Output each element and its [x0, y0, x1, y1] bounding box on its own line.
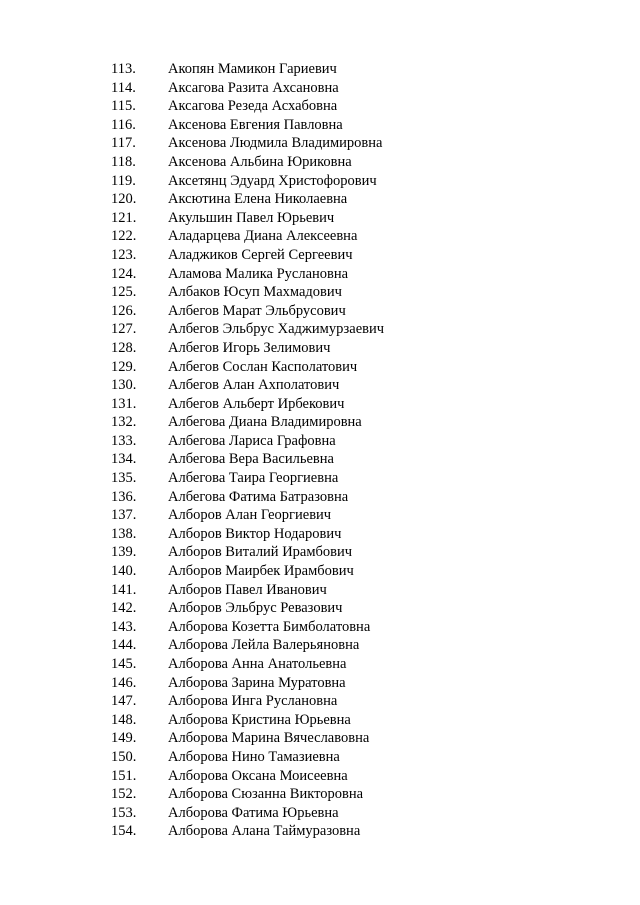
list-item: [111, 134, 384, 153]
item-number: 125.: [111, 284, 137, 301]
list-item: [111, 432, 384, 451]
list-item: [111, 97, 384, 116]
item-number: 120.: [111, 191, 137, 208]
item-number: 135.: [111, 470, 137, 487]
name-list: [111, 60, 384, 841]
item-name: Аладжиков Сергей Сергеевич: [168, 246, 353, 263]
item-name: Албегова Вера Васильевна: [168, 451, 334, 468]
item-name: Албегова Лариса Графовна: [168, 432, 336, 449]
item-name: Алборова Инга Руслановна: [168, 693, 338, 710]
item-name: Аксетянц Эдуард Христофорович: [168, 172, 377, 189]
item-number: 137.: [111, 507, 137, 524]
item-name: Алборова Кристина Юрьевна: [168, 711, 351, 728]
item-number: 150.: [111, 748, 137, 765]
item-number: 115.: [111, 98, 136, 115]
item-name: Алборов Эльбрус Ревазович: [168, 600, 343, 617]
item-number: 153.: [111, 804, 137, 821]
item-name: Албегов Алан Ахполатович: [168, 377, 340, 394]
item-number: 136.: [111, 488, 137, 505]
list-item: [111, 599, 384, 618]
item-number: 121.: [111, 209, 137, 226]
list-item: [111, 525, 384, 544]
item-name: Алборова Оксана Моисеевна: [168, 767, 348, 784]
list-item: [111, 450, 384, 469]
list-item: [111, 209, 384, 228]
item-number: 118.: [111, 153, 136, 170]
item-number: 142.: [111, 600, 137, 617]
list-item: [111, 488, 384, 507]
list-item: [111, 618, 384, 637]
list-item: [111, 265, 384, 284]
list-item: [111, 302, 384, 321]
item-name: Албегова Таира Георгиевна: [168, 470, 339, 487]
item-name: Аксютина Елена Николаевна: [168, 191, 348, 208]
item-number: 126.: [111, 302, 137, 319]
item-name: Алборова Анна Анатольевна: [168, 656, 347, 672]
list-item: [111, 469, 384, 488]
item-number: 129.: [111, 358, 137, 375]
list-item: [111, 60, 384, 79]
item-name: Аксенова Альбина Юриковна: [168, 153, 352, 170]
list-item: [111, 320, 384, 339]
list-item: [111, 543, 384, 562]
item-number: 124.: [111, 265, 137, 282]
list-item: [111, 376, 384, 395]
list-item: [111, 190, 384, 209]
list-item: [111, 692, 384, 711]
item-number: 132.: [111, 414, 137, 431]
item-number: 117.: [111, 135, 136, 152]
item-name: Аладарцева Диана Алексеевна: [168, 228, 358, 245]
list-item: [111, 748, 384, 767]
list-item: [111, 153, 384, 172]
item-name: Алборов Виталий Ирамбович: [168, 544, 353, 561]
list-item: [111, 395, 384, 414]
item-number: 123.: [111, 246, 137, 263]
item-name: Албегов Эльбрус Хаджимурзаевич: [168, 321, 385, 338]
item-name: Аламова Малика Руслановна: [168, 265, 349, 282]
item-name: Аксенова Евгения Павловна: [168, 116, 343, 133]
list-item: [111, 711, 384, 730]
item-number: 139.: [111, 544, 137, 561]
item-number: 149.: [111, 730, 137, 747]
item-name: Албегова Фатима Батразовна: [168, 488, 349, 505]
item-name: Алборова Нино Тамазиевна: [168, 748, 340, 765]
item-number: 116.: [111, 116, 136, 133]
list-item: [111, 283, 384, 302]
item-name: Аксагова Разита Ахсановна: [168, 79, 339, 96]
list-item: [111, 172, 384, 191]
item-name: Албегов Марат Эльбрусович: [168, 302, 346, 319]
item-number: 148.: [111, 711, 137, 728]
item-number: 127.: [111, 321, 137, 338]
item-name: Алборова Алана Таймуразовна: [168, 823, 361, 840]
item-number: 133.: [111, 432, 137, 449]
item-name: Аксенова Людмила Владимировна: [168, 135, 383, 152]
item-name: Алборов Павел Иванович: [168, 581, 327, 598]
item-number: 147.: [111, 693, 137, 710]
item-name: Албаков Юсуп Махмадович: [168, 284, 342, 301]
list-item: [111, 729, 384, 748]
item-number: 146.: [111, 674, 137, 691]
item-name: Албегов Игорь Зелимович: [168, 339, 331, 356]
list-item: [111, 785, 384, 804]
item-name: Акопян Мамикон Гариевич: [168, 61, 337, 77]
item-number: 151.: [111, 767, 137, 784]
item-name: Алборов Алан Георгиевич: [168, 507, 332, 524]
item-number: 131.: [111, 395, 137, 412]
list-item: [111, 506, 384, 525]
item-name: Алборова Зарина Муратовна: [168, 674, 346, 691]
list-item: [111, 581, 384, 600]
item-name: Алборова Лейла Валерьяновна: [168, 637, 360, 654]
list-item: [111, 655, 384, 674]
item-number: 143.: [111, 618, 137, 635]
item-name: Алборов Маирбек Ирамбович: [168, 563, 354, 580]
item-name: Алборова Козетта Бимболатовна: [168, 618, 371, 635]
item-name: Албегова Диана Владимировна: [168, 414, 362, 431]
item-name: Албегов Альберт Ирбекович: [168, 395, 345, 412]
item-number: 113.: [111, 61, 136, 77]
item-name: Албегов Сослан Касполатович: [168, 358, 358, 375]
item-number: 130.: [111, 377, 137, 394]
item-number: 145.: [111, 656, 137, 672]
item-name: Алборов Виктор Нодарович: [168, 525, 342, 542]
item-number: 144.: [111, 637, 137, 654]
list-item: [111, 562, 384, 581]
item-name: Алборова Фатима Юрьевна: [168, 804, 339, 821]
list-item: [111, 636, 384, 655]
list-item: [111, 767, 384, 786]
item-number: 122.: [111, 228, 137, 245]
list-item: [111, 116, 384, 135]
item-name: Алборова Марина Вячеславовна: [168, 730, 370, 747]
list-item: [111, 804, 384, 823]
item-number: 114.: [111, 79, 136, 96]
list-item: [111, 79, 384, 98]
item-number: 134.: [111, 451, 137, 468]
item-number: 138.: [111, 525, 137, 542]
list-item: [111, 358, 384, 377]
list-item: [111, 339, 384, 358]
list-item: [111, 227, 384, 246]
item-number: 119.: [111, 172, 136, 189]
item-number: 154.: [111, 823, 137, 840]
list-item: [111, 822, 384, 841]
item-name: Алборова Сюзанна Викторовна: [168, 786, 364, 803]
item-name: Аксагова Резеда Асхабовна: [168, 98, 338, 115]
list-item: [111, 674, 384, 693]
item-number: 152.: [111, 786, 137, 803]
item-number: 141.: [111, 581, 137, 598]
item-number: 140.: [111, 563, 137, 580]
item-name: Акульшин Павел Юрьевич: [168, 209, 335, 226]
item-number: 128.: [111, 339, 137, 356]
list-item: [111, 413, 384, 432]
list-item: [111, 246, 384, 265]
